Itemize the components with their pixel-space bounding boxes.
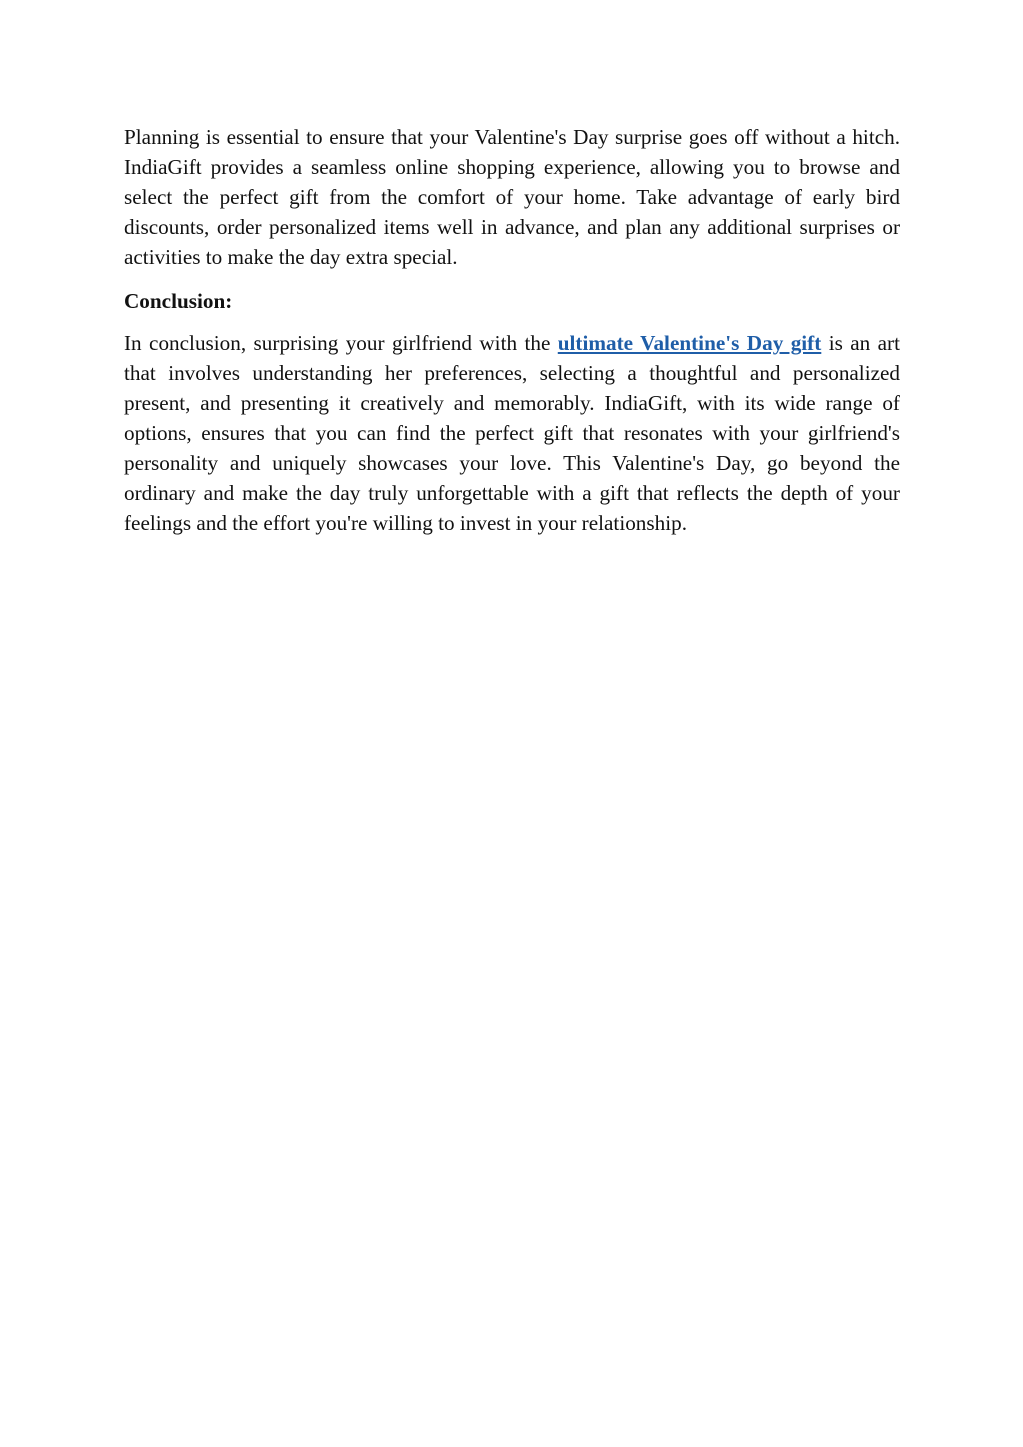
document-body bbox=[124, 122, 900, 538]
valentines-gift-link[interactable]: ultimate Valentine's Day gift bbox=[557, 331, 822, 355]
conclusion-text-after-link: is an art that involves understanding her preferences, selecting a thoughtful and personalized present, and presenting it creatively and memorably. IndiaGift, with its wide range of options, ensures that you can find the perfect gift that resonates with your girlfriend's personality and uniquely showcases your love. This Valentine's Day, go beyond the ordinary and make the day truly unforgettable with a gift that reflects the depth of your feelings and the effort you're willing to invest in your relationship. bbox=[124, 331, 900, 535]
conclusion-heading: Conclusion: bbox=[124, 289, 233, 313]
conclusion-text-before-link: In conclusion, surprising your girlfriend with the bbox=[124, 331, 558, 355]
planning-paragraph: Planning is essential to ensure that your Valentine's Day surprise goes off without a hitch. IndiaGift provides a seamless online shopping experience, allowing you to browse and select the perfect gift from the comfort of your home. Take advantage of early bird discounts, order personalized items well in advance, and plan any additional surprises or activities to make the day extra special. bbox=[124, 125, 900, 269]
conclusion-paragraph bbox=[124, 328, 900, 538]
